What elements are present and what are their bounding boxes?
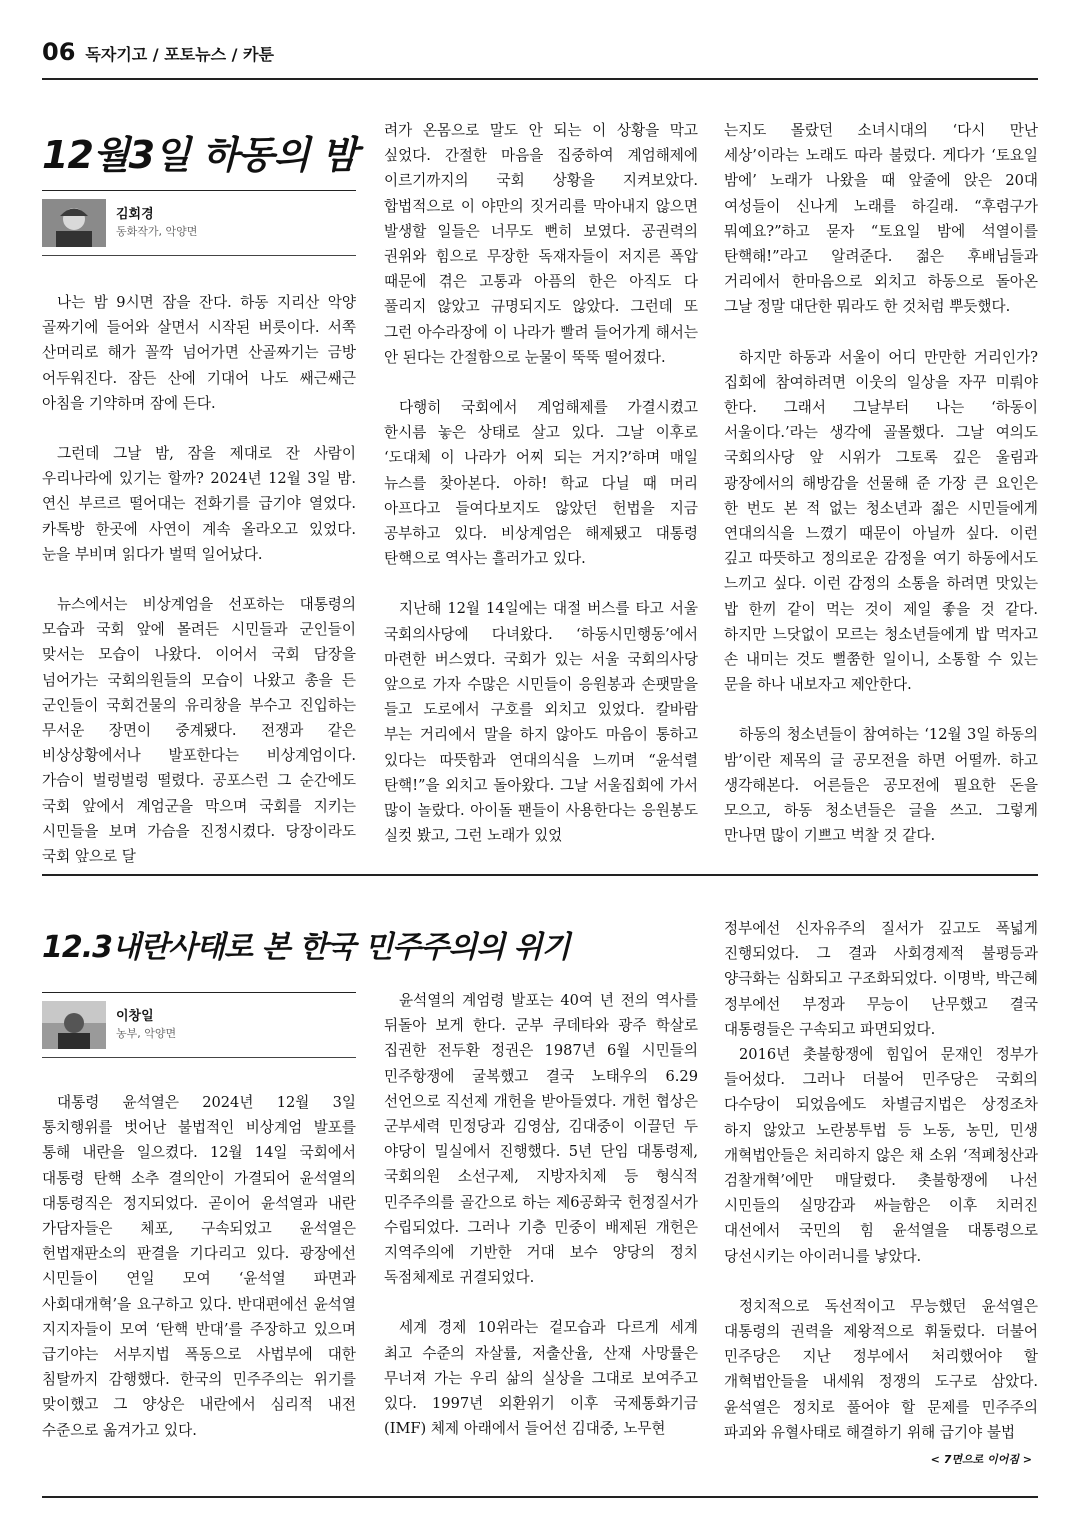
article1-title: 12월3일 하동의 밤 xyxy=(42,133,358,177)
paragraph: 정부에선 신자유주의 질서가 깊고도 폭넓게 진행되었다. 그 결과 사회경제적 불평등과 양극화는 심화되고 구조화되었다. 이명박, 박근혜 정부에선 부정과 무능이 난무했고 결국 대통령들은 구속되고 파면되었다. xyxy=(724,920,1038,1038)
article2-byline xyxy=(42,992,356,1058)
article1-byline xyxy=(42,190,356,256)
header-rule xyxy=(42,78,1038,80)
paragraph: 하동의 청소년들이 참여하는 ‘12월 3일 하동의 밤’이란 제목의 글 공모전을 하면 어떨까. 하고 생각해본다. 어른들은 공모전에 필요한 돈을 모으고, 하동 청소년들은 글을 쓰고. 그렇게 만나면 많이 기쁘고 벅찰 것 같다. xyxy=(724,726,1038,845)
paragraph: 하지만 하동과 서울이 어디 만만한 거리인가? 집회에 참여하려면 이웃의 일상을 자꾸 미뤄야 한다. 그래서 그날부터 나는 ‘하동이 서울이다.’라는 생각에 골몰했다. 그날 여의도 국회의사당 앞 시위가 그토록 깊은 울림과 광장에서의 해방감을 선물해 준 가장 큰 요인은 한 번도 본 적 없는 청소년과 젊은 시민들에게 연대의식을 느꼈기 때문이 아닐까 싶다. 이런 깊고 따뜻하고 정의로운 감정을 여기 하동에서도 느끼고 싶다. 이런 감정의 소통을 하려면 맛있는 밥 한끼 같이 먹는 것이 제일 좋을 것 같다. 하지만 느닷없이 모르는 청소년들에게 밥 먹자고 손 내미는 것도 뻘쭘한 일이니, 소통할 수 있는 문을 하나 내보자고 제안한다. xyxy=(724,348,1038,694)
author-name: 이창일 xyxy=(116,1009,154,1024)
article-divider xyxy=(42,874,1038,876)
footer-rule xyxy=(42,1496,1038,1498)
author-role: 동화작가, 악양면 xyxy=(116,225,198,238)
paragraph: 나는 밤 9시면 잠을 잔다. 하동 지리산 악양 골짜기에 들어와 살면서 시작된 버릇이다. 서쪽 산머리로 해가 꼴깍 넘어가면 산골짜기는 금방 어두워진다. 잠든 산에 기대어 나도 쌔근쌔근 아침을 기약하며 잠에 든다. xyxy=(42,294,356,412)
paragraph: 려가 온몸으로 말도 안 되는 이 상황을 막고 싶었다. 간절한 마음을 집중하여 계엄해제에 이르기까지의 국회 상황을 지켜보았다. 합법적으로 이 야만의 짓거리를 막아내지 않으면 발생할 일들은 너무도 뻔히 보였다. 공권력의 권위와 힘으로 무장한 독재자들이 저지른 폭압 때문에 겪은 고통과 아픔의 한은 아직도 다 풀리지 않았고 규명되지도 않았다. 그런데 또 그런 아수라장에 이 나라가 빨려 들어가게 해서는 안 된다는 간절함으로 눈물이 뚝뚝 떨어졌다. xyxy=(384,122,698,366)
author-photo xyxy=(42,1001,106,1049)
article2-column-3 xyxy=(724,916,1038,1445)
author-role: 농부, 악양면 xyxy=(116,1027,177,1040)
page-number: 06 xyxy=(42,38,76,66)
article2-column-1 xyxy=(42,1090,356,1443)
author-photo xyxy=(42,199,106,247)
paragraph: 그런데 그날 밤, 잠을 제대로 잔 사람이 우리나라에 있기는 할까? 2024년 12월 3일 밤. 연신 부르르 떨어대는 전화기를 급기야 열었다. 카톡방 한곳에 사연이 계속 올라오고 있었다. 눈을 부비며 읽다가 벌떡 일어났다. xyxy=(42,445,356,563)
paragraph: 정치적으로 독선적이고 무능했던 윤석열은 대통령의 권력을 제왕적으로 휘둘렀다. 더불어 민주당은 지난 정부에서 처리했어야 할 개혁법안들을 내세워 정쟁의 도구로 삼았다. 윤석열은 정치로 풀어야 할 문제를 민주주의 파괴와 유혈사태로 해결하기 위해 급기야 불법 xyxy=(724,1297,1038,1441)
article1-column-2 xyxy=(384,118,698,848)
page-header xyxy=(42,38,274,72)
continued-note: < 7면으로 이어짐 > xyxy=(930,1453,1032,1466)
section-label: 독자기고 / 포토뉴스 / 카툰 xyxy=(85,45,274,64)
article1-column-3 xyxy=(724,118,1038,848)
paragraph: 세계 경제 10위라는 겉모습과 다르게 세계 최고 수준의 자살률, 저출산율, 산재 사망률은 무너져 가는 우리 삶의 실상을 그대로 보여주고 있다. 1997년 외환위기 이후 국제통화기금(IMF) 체제 아래에서 들어선 김대중, 노무현 xyxy=(384,1319,698,1438)
article2-title: 12.3내란사태로 본 한국 민주주의의 위기 xyxy=(42,930,570,965)
paragraph: 대통령 윤석열은 2024년 12월 3일 통치행위를 벗어난 불법적인 비상계엄 발포를 통해 내란을 일으켰다. 12월 14일 국회에서 대통령 탄핵 소추 결의안이 가결되어 윤석열의 대통령직은 정지되었다. 곧이어 윤석열과 내란 가담자들은 체포, 구속되었고 윤석열은 헌법재판소의 판결을 기다리고 있다. 광장에선 시민들이 연일 모여 ‘윤석열 파면과 사회대개혁’을 요구하고 있다. 반대편에선 윤석열 지지자들이 모여 ‘탄핵 반대’를 주장하고 있으며 급기야는 서부지법 폭동으로 사법부에 대한 침탈까지 감행했다. 한국의 민주주의는 위기를 맞이했고 그 양상은 내란에서 심리적 내전 수준으로 옮겨가고 있다. xyxy=(42,1094,356,1439)
article2-column-2 xyxy=(384,988,698,1441)
article1-column-1 xyxy=(42,290,356,869)
paragraph: 뉴스에서는 비상계엄을 선포하는 대통령의 모습과 국회 앞에 몰려든 시민들과 군인들이 맞서는 모습이 나왔다. 이어서 국회 담장을 넘어가는 국회의원들의 모습이 나왔고 총을 든 군인들이 국회건물의 유리창을 부수고 진입하는 무서운 장면이 중계됐다. 전쟁과 같은 비상상황에서나 발포한다는 비상계엄이다. 가슴이 벌렁벌렁 떨렸다. 공포스런 그 순간에도 국회 앞에서 계엄군을 막으며 국회를 지키는 시민들을 보며 가슴을 진정시켰다. 당장이라도 국회 앞으로 달 xyxy=(42,596,356,866)
paragraph: 2016년 촛불항쟁에 힘입어 문재인 정부가 들어섰다. 그러나 더불어 민주당은 국회의 다수당이 되었음에도 차별금지법은 상정조차 하지 않았고 노란봉투법 등 노동, 농민, 민생 개혁법안들은 처리하지 않은 채 소위 ‘적폐청산과 검찰개혁’에만 매달렸다. 촛불항쟁에 나선 시민들의 실망감과 싸늘함은 이후 치러진 대선에서 국민의 힘 윤석열을 대통령으로 당선시키는 아이러니를 낳았다. xyxy=(724,1046,1038,1265)
author-name: 김회경 xyxy=(116,207,154,222)
paragraph: 윤석열의 계엄령 발포는 40여 년 전의 역사를 뒤돌아 보게 한다. 군부 쿠데타와 광주 학살로 집권한 전두환 정권은 1987년 6월 시민들의 민주항쟁에 굴복했고 결국 노태우의 6.29 선언으로 직선제 개헌을 받아들였다. 개헌 협상은 군부세력 민정당과 김영삼, 김대중이 이끌던 두 야당이 밀실에서 진행했다. 5년 단임 대통령제, 국회의원 소선구제, 지방자치제 등 형식적 민주주의를 골간으로 하는 제6공화국 헌정질서가 수립되었다. 그러나 기층 민중이 배제된 개헌은 지역주의에 기반한 거대 보수 양당의 정치 독점체제로 귀결되었다. xyxy=(384,992,698,1287)
paragraph: 지난해 12월 14일에는 대절 버스를 타고 서울 국회의사당에 다녀왔다. ‘하동시민행동’에서 마련한 버스였다. 국회가 있는 서울 국회의사당 앞으로 가자 수많은 시민들이 응원봉과 손팻말을 들고 도로에서 구호를 외치고 있었다. 칼바람 부는 거리에서 말을 하지 않아도 마음이 통하고 있다는 따뜻함과 연대의식을 느끼며 “윤석렬 탄핵!”을 외치고 돌아왔다. 그날 서울집회에 가서 많이 놀랐다. 아이돌 팬들이 사용한다는 응원봉도 실컷 봤고, 그런 노래가 있었 xyxy=(384,600,698,845)
paragraph: 는지도 몰랐던 소녀시대의 ‘다시 만난 세상’이라는 노래도 따라 불렀다. 게다가 ‘토요일 밤에’ 노래가 나왔을 때 앞줄에 앉은 20대 여성들이 신나게 노래를 하길래. “후렴구가 뭐예요?”하고 묻자 “토요일 밤에 석열이를 탄핵해!”라고 알려준다. 젊은 후배님들과 거리에서 한마음으로 외치고 하동으로 돌아온 그날 정말 대단한 뭐라도 한 것처럼 뿌듯했다. xyxy=(724,122,1038,316)
paragraph: 다행히 국회에서 계엄해제를 가결시켰고 한시름 놓은 상태로 살고 있다. 그날 이후로 ‘도대체 이 나라가 어찌 되는 거지?’하며 매일 뉴스를 찾아본다. 아하! 학교 다닐 때 머리 아프다고 들여다보지도 않았던 헌법을 지금 공부하고 있다. 비상계엄은 해제됐고 대통령 탄핵으로 역사는 흘러가고 있다. xyxy=(384,399,698,568)
